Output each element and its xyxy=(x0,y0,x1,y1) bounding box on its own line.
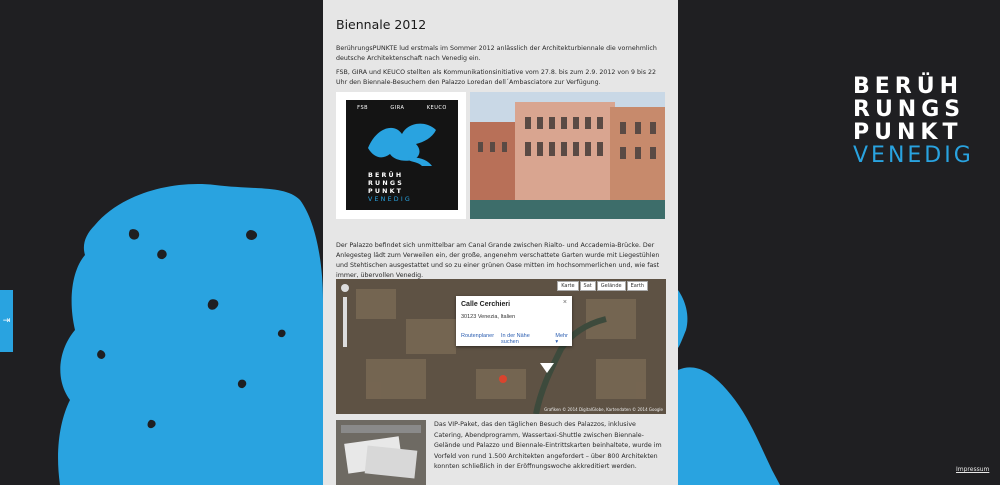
map-type-tabs xyxy=(556,281,648,291)
partner-fsb: FSB xyxy=(357,105,369,111)
event-logo-image xyxy=(336,92,466,219)
map-tab-gelaende[interactable]: Gelände xyxy=(597,281,626,291)
map-info-window xyxy=(456,296,572,346)
vip-photo xyxy=(336,420,426,485)
map-tab-karte[interactable]: Karte xyxy=(557,281,578,291)
place-name: Calle Cerchieri xyxy=(461,301,511,308)
map-tab-sat[interactable]: Sat xyxy=(580,281,596,291)
vip-paragraph: Das VIP-Paket, das den täglichen Besuch des Palazzos, inklusive Catering, Abendprogramm, Wassertaxi-Shuttle zwischen Biennale-Gelände und Palazzo und Biennale-Eintrittskarten beinhaltete, wurde im Vorfeld von rund 1.500 Architekten angefordert – über 800 Architekten konnten schließlich in der Eröffnungswoche akkreditiert werden. xyxy=(434,421,662,470)
brand-city: VENEDIG xyxy=(853,143,974,168)
logo-city: VENEDIG xyxy=(368,196,412,203)
place-address: 30123 Venezia, Italien xyxy=(461,314,516,320)
logo-line-2: RUNGS xyxy=(368,180,404,187)
partner-keuco: KEUCO xyxy=(426,105,447,111)
brand-line-3: PUNKT xyxy=(853,120,963,145)
close-icon[interactable]: × xyxy=(562,299,567,306)
more-link[interactable]: Mehr ▾ xyxy=(555,333,568,345)
partner-gira: GIRA xyxy=(390,105,405,111)
brand-line-1: BERÜH xyxy=(853,74,964,99)
nearby-search-link[interactable]: In der Nähe suchen xyxy=(501,333,530,345)
side-tab-button[interactable] xyxy=(0,290,13,352)
page-title: Biennale 2012 xyxy=(336,17,427,32)
logo-line-3: PUNKT xyxy=(368,188,404,195)
brand-logo xyxy=(853,75,974,167)
intro-paragraph-2: FSB, GIRA und KEUCO stellten als Kommunikationsinitiative vom 27.8. bis zum 2.9. 2012 von 9 bis 22 Uhr den Biennale-Besuchern den Palazzo Loredan dell´Ambasciatore zur Verfügung. xyxy=(336,69,657,86)
content-panel xyxy=(323,0,678,485)
intro-paragraph-1: BerührungsPUNKTE lud erstmals im Sommer 2012 anlässlich der Architekturbiennale die vornehmlich deutsche Architektenschaft nach Venedig ein. xyxy=(336,45,657,62)
route-planner-link[interactable]: Routenplaner xyxy=(461,333,495,339)
map-zoom-control[interactable] xyxy=(340,283,350,353)
logo-line-1: BERÜH xyxy=(368,172,404,179)
google-map[interactable] xyxy=(336,279,666,414)
palazzo-photo xyxy=(470,92,665,219)
palazzo-paragraph: Der Palazzo befindet sich unmittelbar am Canal Grande zwischen Rialto- und Accademia-Brücke. Der Anlegesteg lädt zum Verweilen ein, der große, angenehm verschattete Garten wurde mit Liegestühlen und Stehtischen ausgestattet und so zu einer grünen Oase mitten im hochsommerlichen und, wie fast immer, übervollen Venedig. xyxy=(336,242,660,279)
brand-line-2: RUNGS xyxy=(853,97,966,122)
logout-icon: ⇥ xyxy=(2,316,11,326)
map-attribution: Grafiken © 2014 DigitalGlobe, Kartendaten © 2014 Google xyxy=(544,407,663,412)
map-tab-earth[interactable]: Earth xyxy=(627,281,648,291)
impressum-link[interactable]: Impressum xyxy=(956,466,990,473)
